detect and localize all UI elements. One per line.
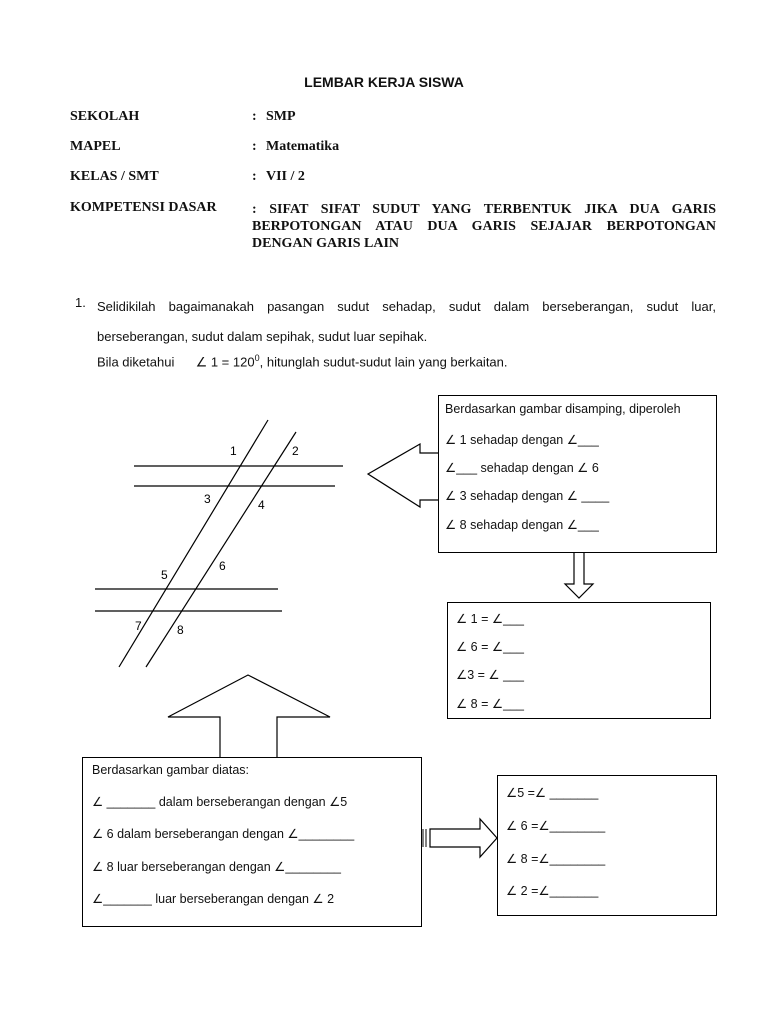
class-value: VII / 2 <box>266 169 305 184</box>
arrow-right-icon <box>430 819 497 857</box>
class-colon: : <box>252 169 257 184</box>
fill-line: ∠ 8 luar berseberangan dengan ∠________ <box>92 860 341 874</box>
fill-line: ∠_______ luar berseberangan dengan ∠ 2 <box>92 892 335 906</box>
known-suffix: , hitunglah sudut-sudut lain yang berkaitan. <box>259 354 508 370</box>
angle-label-2: 2 <box>292 444 299 458</box>
competency-label: KOMPETENSI DASAR <box>70 200 217 215</box>
subject-label: MAPEL <box>70 139 121 154</box>
fill-line: ∠___ sehadap dengan ∠ 6 <box>445 461 599 475</box>
answer-line: ∠ 8 =∠________ <box>506 852 606 866</box>
question-text: Selidikilah bagaimanakah pasangan sudut sehadap, sudut dalam berseberangan, sudut luar, berseberangan, sudut dalam sepihak, sudut luar sepihak. <box>97 299 716 344</box>
school-colon: : <box>252 109 257 124</box>
fill-line: ∠ 1 sehadap dengan ∠___ <box>445 433 599 447</box>
box-heading: Berdasarkan gambar diatas: <box>92 763 250 777</box>
competency-text: SIFAT SIFAT SUDUT YANG TERBENTUK JIKA DUA GARIS BERPOTONGAN ATAU DUA GARIS SEJAJAR BERPOTONGAN DENGAN GARIS LAIN <box>252 202 717 251</box>
degree-symbol: 0 <box>254 353 260 363</box>
school-value: SMP <box>266 109 296 124</box>
transversal-2 <box>146 432 296 667</box>
box-alternate-answers <box>497 775 717 916</box>
answer-line: ∠ 2 =∠_______ <box>506 884 599 898</box>
school-label: SEKOLAH <box>70 109 140 124</box>
box-corresponding-answers <box>447 602 711 719</box>
class-label: KELAS / SMT <box>70 169 159 184</box>
fill-line: ∠ 6 dalam berseberangan dengan ∠________ <box>92 827 355 841</box>
arrow-up-icon <box>168 675 330 758</box>
answer-line: ∠3 = ∠ ___ <box>456 668 524 682</box>
competency-colon: : <box>252 202 257 217</box>
arrow-left-icon <box>368 444 439 507</box>
subject-colon: : <box>252 139 257 154</box>
angle-label-4: 4 <box>258 498 265 512</box>
angle-label-7: 7 <box>135 619 142 633</box>
known-prefix: Bila diketahui <box>97 354 175 370</box>
known-angle: ∠ 1 = 120 <box>195 354 255 370</box>
angle-label-8: 8 <box>177 623 184 637</box>
box-alternate-angles <box>82 757 422 927</box>
answer-line: ∠ 6 = ∠___ <box>456 640 524 654</box>
arrow-down-icon <box>565 552 593 598</box>
fill-line: ∠ 3 sehadap dengan ∠ ____ <box>445 489 610 503</box>
angle-label-1: 1 <box>230 444 237 458</box>
answer-line: ∠ 8 = ∠___ <box>456 697 524 711</box>
answer-line: ∠ 6 =∠________ <box>506 819 606 833</box>
fill-line: ∠ 8 sehadap dengan ∠___ <box>445 518 599 532</box>
answer-line: ∠5 =∠ _______ <box>506 786 599 800</box>
page-title: LEMBAR KERJA SISWA <box>304 74 464 90</box>
angle-label-5: 5 <box>161 568 168 582</box>
fill-line: ∠ _______ dalam berseberangan dengan ∠5 <box>92 795 348 809</box>
subject-value: Matematika <box>266 139 340 154</box>
angle-label-3: 3 <box>204 492 211 506</box>
question-number: 1. <box>75 295 86 310</box>
box-corresponding-angles <box>438 395 717 553</box>
answer-line: ∠ 1 = ∠___ <box>456 612 524 626</box>
angle-label-6: 6 <box>219 559 226 573</box>
box-heading: Berdasarkan gambar disamping, diperoleh <box>445 402 681 416</box>
